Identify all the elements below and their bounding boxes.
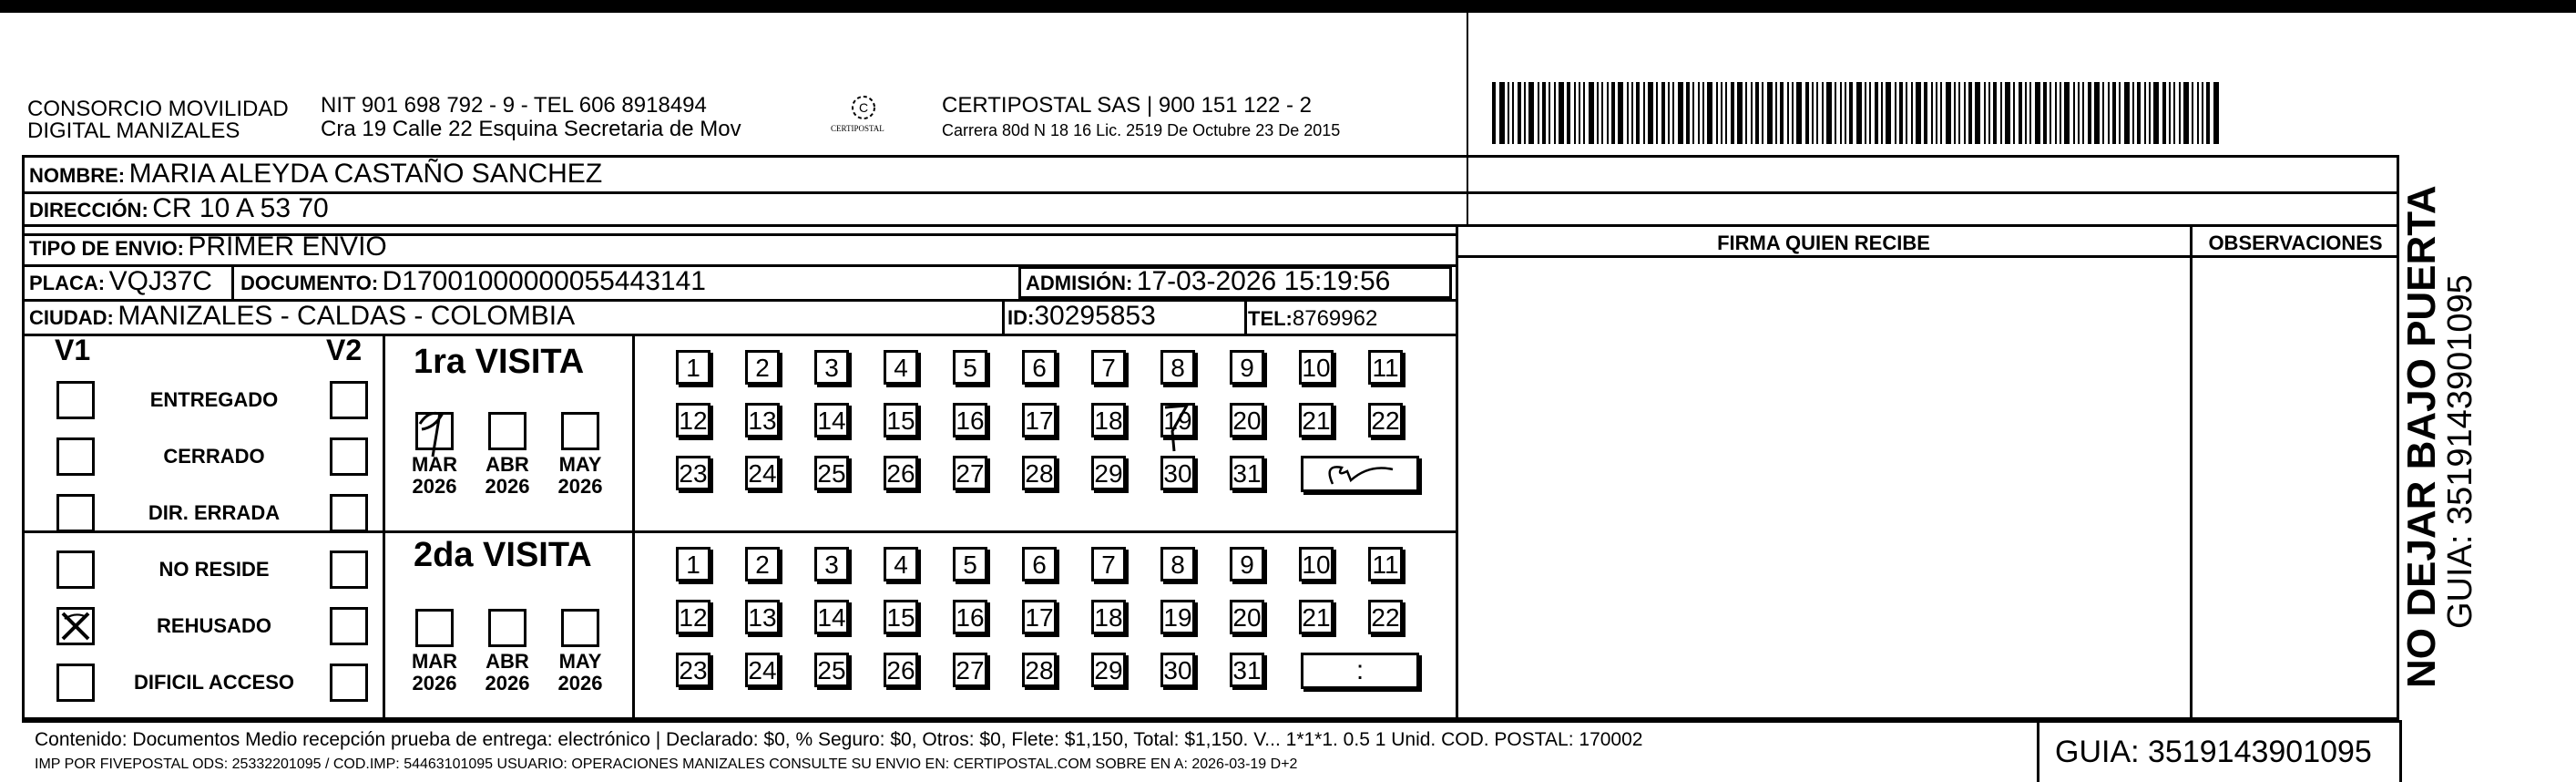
month-checkbox[interactable] xyxy=(561,412,599,450)
barcode-bar xyxy=(1792,82,1794,144)
visit-divider xyxy=(22,530,1456,533)
barcode-bar xyxy=(1946,82,1951,144)
first-visit-title: 1ra VISITA xyxy=(414,343,585,381)
day-box[interactable]: 26 xyxy=(884,456,918,490)
barcode-bar xyxy=(1574,82,1576,144)
svg-text:C: C xyxy=(859,100,869,115)
year-label: 2026 xyxy=(412,475,457,498)
status-v2-checkbox[interactable] xyxy=(330,381,368,419)
barcode-bar xyxy=(1611,82,1615,144)
barcode-bar xyxy=(2064,82,2070,144)
barcode-bar xyxy=(1661,82,1665,144)
certipostal-logo xyxy=(827,87,900,144)
barcode-bar xyxy=(1627,82,1629,144)
barcode-bar xyxy=(1702,82,1704,144)
day-box[interactable]: 22 xyxy=(1368,403,1403,437)
day-box[interactable]: 22 xyxy=(1368,600,1403,634)
footer-guia: GUIA: 3519143901095 xyxy=(2055,735,2372,769)
day-box[interactable]: 11 xyxy=(1368,547,1403,581)
barcode-bar xyxy=(2005,82,2010,144)
nombre-row xyxy=(29,159,602,190)
id-label: ID: xyxy=(1007,306,1035,329)
documento-row xyxy=(240,266,706,297)
barcode-bar xyxy=(1597,82,1599,144)
barcode-bar xyxy=(1881,82,1883,144)
status-divider xyxy=(383,334,385,720)
barcode-bar xyxy=(1845,82,1846,144)
tel-row xyxy=(1248,306,1377,332)
row-line xyxy=(22,191,2399,194)
barcode-bar xyxy=(1524,82,1526,144)
barcode-bar xyxy=(2078,82,2080,144)
barcode-bar xyxy=(1636,82,1640,144)
barcode-bar xyxy=(1856,82,1862,144)
day-box[interactable]: 10 xyxy=(1299,547,1334,581)
day-box[interactable]: 24 xyxy=(745,653,780,687)
barcode-bar xyxy=(2108,82,2110,144)
separator-line xyxy=(1467,13,1468,224)
nombre-label: NOMBRE: xyxy=(29,164,126,187)
barcode-bar xyxy=(1968,82,1972,144)
barcode-bar xyxy=(1731,82,1734,144)
status-v2-checkbox[interactable] xyxy=(330,607,368,645)
placa-label: PLACA: xyxy=(29,272,106,294)
tel-value: 8769962 xyxy=(1292,306,1378,331)
barcode-bar xyxy=(2162,82,2166,144)
day-box[interactable]: 9 xyxy=(1230,547,1264,581)
day-box[interactable]: 1 xyxy=(676,547,710,581)
barcode-bar xyxy=(1924,82,1927,144)
day-box[interactable]: 21 xyxy=(1299,600,1334,634)
barcode-bar xyxy=(1816,82,1818,144)
barcode-bar xyxy=(1975,82,1980,144)
day-box[interactable]: 26 xyxy=(884,653,918,687)
barcode-bar xyxy=(1805,82,1809,144)
day-box[interactable]: 13 xyxy=(745,403,780,437)
day-box[interactable]: 15 xyxy=(884,600,918,634)
direccion-label: DIRECCIÓN: xyxy=(29,199,148,221)
status-v2-checkbox[interactable] xyxy=(330,494,368,532)
cross-mark-icon xyxy=(59,610,92,643)
day-box[interactable]: 6 xyxy=(1022,350,1057,385)
barcode-bar xyxy=(1840,82,1842,144)
barcode-bar xyxy=(1549,82,1550,144)
documento-value: D17001000000055443141 xyxy=(382,266,706,296)
status-v1-checkbox[interactable] xyxy=(56,494,95,532)
barcode-bar xyxy=(2073,82,2075,144)
barcode-bar xyxy=(1698,82,1700,144)
day-box[interactable]: 21 xyxy=(1299,403,1334,437)
barcode-bar xyxy=(1775,82,1777,144)
tipo-value: PRIMER ENVIO xyxy=(188,232,387,262)
company-address: Cra 19 Calle 22 Esquina Secretaria de Mov xyxy=(321,117,741,141)
barcode-bar xyxy=(1607,82,1609,144)
barcode-bar xyxy=(1875,82,1878,144)
day-box[interactable]: 20 xyxy=(1230,403,1264,437)
certipostal-company: CERTIPOSTAL SAS | 900 151 122 - 2 xyxy=(942,93,1312,118)
month-label: ABR xyxy=(486,650,529,673)
barcode-bar xyxy=(1583,82,1585,144)
barcode-bar xyxy=(2029,82,2031,144)
row-line xyxy=(22,334,1456,336)
cell-divider xyxy=(1244,299,1247,334)
footer-line xyxy=(22,720,2399,723)
status-label: REHUSADO xyxy=(157,614,271,637)
barcode-bar xyxy=(1988,82,1990,144)
day-box[interactable]: 4 xyxy=(884,547,918,581)
day-box[interactable]: 12 xyxy=(676,600,710,634)
tel-label: TEL: xyxy=(1248,307,1293,330)
tipo-label: TIPO DE ENVIO: xyxy=(29,237,184,260)
ciudad-label: CIUDAD: xyxy=(29,306,114,329)
barcode-bar xyxy=(2102,82,2104,144)
v1-header: V1 xyxy=(55,334,91,366)
barcode-bar xyxy=(2088,82,2091,144)
status-v2-checkbox[interactable] xyxy=(330,664,368,702)
barcode-bar xyxy=(1618,82,1623,144)
barcode-bar xyxy=(1780,82,1784,144)
barcode-bar xyxy=(2213,82,2219,144)
month-label: ABR xyxy=(486,453,529,476)
day-box[interactable]: 8 xyxy=(1160,547,1195,581)
cell-divider xyxy=(231,264,234,299)
row-line xyxy=(1456,255,2399,258)
status-v2-checkbox[interactable] xyxy=(330,550,368,589)
barcode-bar xyxy=(1631,82,1633,144)
day-box[interactable]: 20 xyxy=(1230,600,1264,634)
status-label: DIFICIL ACCESO xyxy=(133,671,294,694)
placa-row xyxy=(29,266,212,297)
barcode-bar xyxy=(1542,82,1546,144)
observaciones-header: OBSERVACIONES xyxy=(2208,232,2383,254)
month-checkbox[interactable] xyxy=(488,412,526,450)
barcode-bar xyxy=(2112,82,2116,144)
day-box[interactable]: 23 xyxy=(676,456,710,490)
year-label: 2026 xyxy=(557,475,603,498)
barcode-bar xyxy=(2192,82,2193,144)
barcode-bar xyxy=(1812,82,1814,144)
barcode-bar xyxy=(1567,82,1570,144)
company-nit: NIT 901 698 792 - 9 - TEL 606 8918494 xyxy=(321,93,707,118)
day-box[interactable]: 28 xyxy=(1022,653,1057,687)
top-black-band xyxy=(0,0,2576,13)
day-box[interactable]: 19 xyxy=(1160,600,1195,634)
day-box[interactable]: 28 xyxy=(1022,456,1057,490)
status-label: ENTREGADO xyxy=(149,388,279,411)
row-line xyxy=(22,224,2399,227)
barcode xyxy=(1492,82,2221,144)
barcode-bar xyxy=(1643,82,1645,144)
nombre-value: MARIA ALEYDA CASTAÑO SANCHEZ xyxy=(128,159,603,189)
barcode-bar xyxy=(2119,82,2121,144)
day-box[interactable]: 19 xyxy=(1160,403,1195,437)
day-box[interactable]: 5 xyxy=(953,547,987,581)
barcode-bar xyxy=(2050,82,2051,144)
barcode-bar xyxy=(2132,82,2134,144)
day-box[interactable]: 5 xyxy=(953,350,987,385)
barcode-bar xyxy=(1737,82,1743,144)
barcode-bar xyxy=(1767,82,1773,144)
barcode-bar xyxy=(2019,82,2022,144)
barcode-bar xyxy=(1579,82,1580,144)
status-v2-checkbox[interactable] xyxy=(330,437,368,476)
barcode-bar xyxy=(1499,82,1505,144)
day-box[interactable]: 18 xyxy=(1091,403,1126,437)
barcode-bar xyxy=(1984,82,1986,144)
day-box[interactable]: 3 xyxy=(814,547,849,581)
barcode-bar xyxy=(1559,82,1564,144)
second-visit-title: 2da VISITA xyxy=(414,536,592,574)
barcode-bar xyxy=(1601,82,1603,144)
day-box[interactable]: 31 xyxy=(1230,653,1264,687)
handwritten-mark-icon xyxy=(1160,400,1200,455)
status-label: CERRADO xyxy=(163,445,265,468)
status-v1-checkbox[interactable] xyxy=(56,550,95,589)
handwritten-mark-icon xyxy=(413,404,460,458)
barcode-bar xyxy=(1865,82,1866,144)
day-box[interactable]: 10 xyxy=(1299,350,1334,385)
barcode-bar xyxy=(1954,82,1956,144)
day-box[interactable]: 30 xyxy=(1160,456,1195,490)
footer-contenido: Contenido: Documentos Medio recepción prueba de entrega: electrónico | Declarado: $0, % Seguro: $0, Otros: $0, Flete: $1,150, Total: $1,150. V... 1*1*1. 0.5 1 Unid. COD. POSTAL: 170002 xyxy=(35,729,1643,750)
day-box[interactable]: 3 xyxy=(814,350,849,385)
admision-value: 17-03-2026 15:19:56 xyxy=(1136,266,1391,296)
barcode-bar xyxy=(1668,82,1670,144)
barcode-bar xyxy=(1936,82,1937,144)
barcode-bar xyxy=(1822,82,1824,144)
cell-divider xyxy=(1002,299,1005,334)
day-box[interactable]: 18 xyxy=(1091,600,1126,634)
barcode-bar xyxy=(1528,82,1534,144)
footer-imp: IMP POR FIVEPOSTAL ODS: 25332201095 / COD.IMP: 54463101095 USUARIO: OPERACIONES MANIZALES CONSULTE SU ENVIO EN: CERTIPOSTAL.COM SOBRE EN A: 2026-03-19 D+2 xyxy=(35,756,1298,772)
no-dejar-warning: NO DEJAR BAJO PUERTA xyxy=(2399,185,2444,688)
status-v1-checkbox[interactable] xyxy=(56,664,95,702)
barcode-bar xyxy=(2137,82,2141,144)
month-divider xyxy=(632,334,635,720)
barcode-bar xyxy=(2173,82,2175,144)
footer-divider xyxy=(2399,720,2402,782)
time-box[interactable] xyxy=(1301,456,1419,492)
day-box[interactable]: 4 xyxy=(884,350,918,385)
company-name-line2: DIGITAL MANIZALES xyxy=(27,118,240,143)
barcode-bar xyxy=(1869,82,1871,144)
barcode-bar xyxy=(1745,82,1747,144)
barcode-bar xyxy=(1751,82,1753,144)
barcode-bar xyxy=(1958,82,1960,144)
barcode-bar xyxy=(1895,82,1896,144)
direccion-row xyxy=(29,193,329,224)
month-label: MAR xyxy=(411,453,458,476)
day-box[interactable]: 2 xyxy=(745,350,780,385)
day-box[interactable]: 27 xyxy=(953,456,987,490)
day-box[interactable]: 14 xyxy=(814,403,849,437)
barcode-bar xyxy=(2206,82,2210,144)
ciudad-row xyxy=(29,301,575,332)
firma-header: FIRMA QUIEN RECIBE xyxy=(1717,232,1930,254)
company-name-line1: CONSORCIO MOVILIDAD xyxy=(27,97,289,121)
barcode-bar xyxy=(1692,82,1694,144)
time-box[interactable]: : xyxy=(1301,653,1419,689)
barcode-bar xyxy=(1678,82,1683,144)
admision-label: ADMISIÓN: xyxy=(1026,272,1133,294)
day-box[interactable]: 16 xyxy=(953,600,987,634)
barcode-bar xyxy=(1906,82,1907,144)
barcode-bar xyxy=(1716,82,1718,144)
handwritten-signature-icon xyxy=(1305,458,1415,489)
id-row xyxy=(1007,301,1156,332)
barcode-bar xyxy=(1725,82,1727,144)
barcode-bar xyxy=(1964,82,1966,144)
barcode-bar xyxy=(1755,82,1759,144)
month-checkbox[interactable] xyxy=(415,412,454,450)
month-checkbox[interactable] xyxy=(415,609,454,647)
status-v1-checkbox[interactable] xyxy=(56,437,95,476)
day-box[interactable]: 7 xyxy=(1091,350,1126,385)
status-v1-checkbox[interactable] xyxy=(56,607,95,645)
v2-header: V2 xyxy=(326,334,363,366)
day-box[interactable]: 1 xyxy=(676,350,710,385)
barcode-bar xyxy=(1648,82,1653,144)
barcode-bar xyxy=(2197,82,2199,144)
admision-row xyxy=(1026,266,1390,297)
barcode-bar xyxy=(1672,82,1674,144)
barcode-bar xyxy=(2035,82,2040,144)
barcode-bar xyxy=(2013,82,2015,144)
year-label: 2026 xyxy=(412,672,457,695)
day-box[interactable]: 2 xyxy=(745,547,780,581)
day-box[interactable]: 29 xyxy=(1091,456,1126,490)
col-divider xyxy=(1456,224,1458,720)
col-divider xyxy=(2190,224,2193,720)
footer-divider xyxy=(2037,720,2039,782)
day-box[interactable]: 27 xyxy=(953,653,987,687)
barcode-bar xyxy=(1899,82,1903,144)
day-box[interactable]: 17 xyxy=(1022,600,1057,634)
barcode-bar xyxy=(1849,82,1853,144)
year-label: 2026 xyxy=(557,672,603,695)
month-label: MAR xyxy=(411,650,458,673)
barcode-bar xyxy=(1993,82,1997,144)
barcode-bar xyxy=(2202,82,2203,144)
barcode-bar xyxy=(1916,82,1921,144)
day-box[interactable]: 14 xyxy=(814,600,849,634)
barcode-bar xyxy=(1589,82,1594,144)
day-box[interactable]: 17 xyxy=(1022,403,1057,437)
barcode-bar xyxy=(1796,82,1802,144)
barcode-bar xyxy=(1538,82,1539,144)
barcode-bar xyxy=(1835,82,1836,144)
month-label: MAY xyxy=(558,453,602,476)
barcode-bar xyxy=(1492,82,1496,144)
barcode-bar xyxy=(1508,82,1509,144)
barcode-bar xyxy=(1826,82,1832,144)
barcode-bar xyxy=(2149,82,2151,144)
barcode-bar xyxy=(1940,82,1942,144)
side-guia: GUIA: 3519143901095 xyxy=(2441,274,2479,629)
status-label: NO RESIDE xyxy=(158,558,270,581)
barcode-bar xyxy=(1518,82,1521,144)
day-box[interactable]: 24 xyxy=(745,456,780,490)
barcode-bar xyxy=(2055,82,2057,144)
day-box[interactable]: 12 xyxy=(676,403,710,437)
day-box[interactable]: 7 xyxy=(1091,547,1126,581)
day-box[interactable]: 30 xyxy=(1160,653,1195,687)
day-box[interactable]: 6 xyxy=(1022,547,1057,581)
barcode-bar xyxy=(2179,82,2181,144)
day-box[interactable]: 25 xyxy=(814,653,849,687)
barcode-bar xyxy=(2144,82,2146,144)
barcode-bar xyxy=(1512,82,1514,144)
status-label: DIR. ERRADA xyxy=(148,501,281,524)
day-box[interactable]: 8 xyxy=(1160,350,1195,385)
tipo-row xyxy=(29,232,387,262)
barcode-bar xyxy=(2183,82,2189,144)
barcode-bar xyxy=(1931,82,1933,144)
day-box[interactable]: 23 xyxy=(676,653,710,687)
status-v1-checkbox[interactable] xyxy=(56,381,95,419)
id-value: 30295853 xyxy=(1034,301,1156,331)
barcode-bar xyxy=(1911,82,1913,144)
barcode-bar xyxy=(1554,82,1556,144)
day-box[interactable]: 29 xyxy=(1091,653,1126,687)
ciudad-value: MANIZALES - CALDAS - COLOMBIA xyxy=(118,301,576,331)
barcode-bar xyxy=(1656,82,1658,144)
month-checkbox[interactable] xyxy=(488,609,526,647)
barcode-bar xyxy=(1707,82,1712,144)
placa-value: VQJ37C xyxy=(108,266,212,296)
barcode-bar xyxy=(2082,82,2084,144)
barcode-bar xyxy=(2060,82,2061,144)
barcode-bar xyxy=(1787,82,1789,144)
barcode-bar xyxy=(1686,82,1690,144)
barcode-bar xyxy=(1721,82,1722,144)
direccion-value: CR 10 A 53 70 xyxy=(152,193,329,223)
day-box[interactable]: 31 xyxy=(1230,456,1264,490)
documento-label: DOCUMENTO: xyxy=(240,272,379,294)
barcode-bar xyxy=(2025,82,2027,144)
barcode-bar xyxy=(2153,82,2159,144)
month-checkbox[interactable] xyxy=(561,609,599,647)
barcode-bar xyxy=(2000,82,2002,144)
year-label: 2026 xyxy=(485,475,530,498)
day-box[interactable]: 25 xyxy=(814,456,849,490)
barcode-bar xyxy=(2169,82,2171,144)
certipostal-address: Carrera 80d N 18 16 Lic. 2519 De Octubre 23 De 2015 xyxy=(942,121,1341,139)
day-box[interactable]: 13 xyxy=(745,600,780,634)
barcode-bar xyxy=(2094,82,2100,144)
svg-text:CERTIPOSTAL: CERTIPOSTAL xyxy=(831,124,884,133)
barcode-bar xyxy=(2043,82,2047,144)
day-box[interactable]: 16 xyxy=(953,403,987,437)
day-box[interactable]: 15 xyxy=(884,403,918,437)
day-box[interactable]: 11 xyxy=(1368,350,1403,385)
barcode-bar xyxy=(1886,82,1891,144)
month-label: MAY xyxy=(558,650,602,673)
year-label: 2026 xyxy=(485,672,530,695)
barcode-bar xyxy=(1762,82,1763,144)
day-box[interactable]: 9 xyxy=(1230,350,1264,385)
barcode-bar xyxy=(2124,82,2130,144)
